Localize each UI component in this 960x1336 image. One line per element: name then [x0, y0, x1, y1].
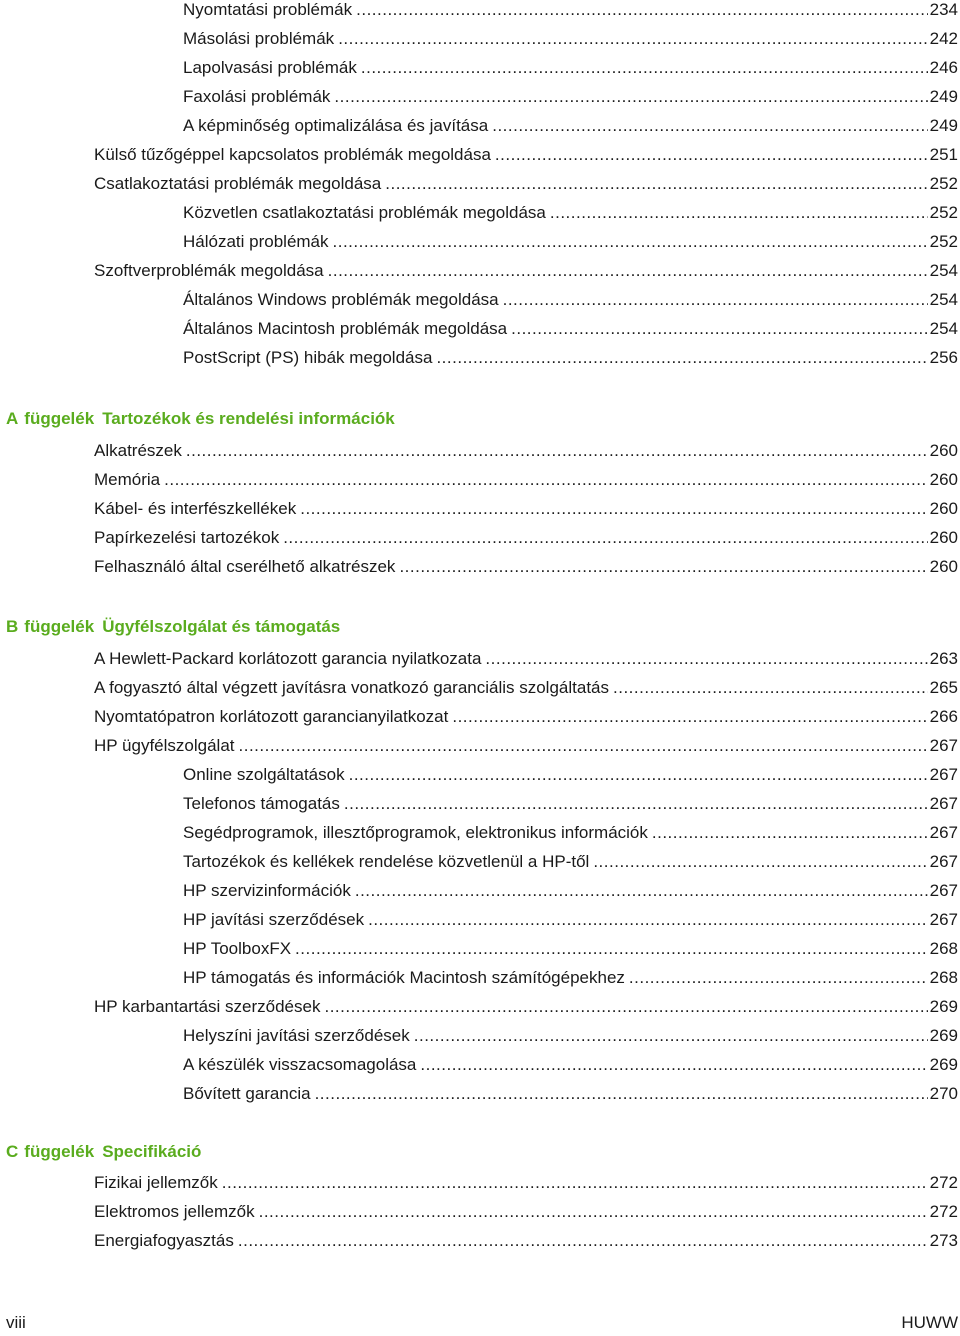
toc-entry[interactable]: [183, 316, 958, 342]
toc-entry-page: 272: [929, 1173, 958, 1192]
appendix-letter: A: [6, 409, 19, 428]
dot-leader: [333, 229, 928, 255]
toc-entry[interactable]: [183, 229, 958, 255]
dot-leader: [238, 1228, 928, 1254]
toc-entry[interactable]: [183, 345, 958, 371]
toc-entry[interactable]: [94, 258, 958, 284]
toc-entry-page: 269: [929, 1026, 958, 1045]
toc-entry-title: Általános Windows problémák megoldása: [183, 290, 499, 309]
toc-entry-title: Telefonos támogatás: [183, 794, 340, 813]
toc-entry-page: 254: [929, 319, 958, 338]
toc-entry-page: 260: [929, 557, 958, 576]
toc-entry[interactable]: [94, 1228, 958, 1254]
toc-entry-title: Kábel- és interfészkellékek: [94, 499, 297, 518]
toc-entry-title: Másolási problémák: [183, 29, 335, 48]
toc-entry-page: 260: [929, 441, 958, 460]
toc-entry[interactable]: [183, 762, 958, 788]
toc-entry-title: Faxolási problémák: [183, 87, 331, 106]
toc-entry-title: HP ügyfélszolgálat: [94, 736, 235, 755]
dot-leader: [295, 936, 928, 962]
toc-entry[interactable]: [183, 907, 958, 933]
toc-entry-title: Bővített garancia: [183, 1084, 311, 1103]
dot-leader: [436, 345, 927, 371]
toc-entry[interactable]: [94, 496, 958, 522]
toc-entry-page: 251: [929, 145, 958, 164]
dot-leader: [629, 965, 928, 991]
toc-entry[interactable]: [94, 675, 958, 701]
toc-entry[interactable]: [94, 554, 958, 580]
toc-entry[interactable]: [183, 0, 958, 23]
toc-entry-title: Nyomtatópatron korlátozott garancianyilatkozat: [94, 707, 449, 726]
dot-leader: [222, 1170, 928, 1196]
dot-leader: [315, 1081, 928, 1107]
toc-entry-page: 252: [929, 232, 958, 251]
dot-leader: [452, 704, 927, 730]
dot-leader: [283, 525, 927, 551]
appendix-a-heading[interactable]: [6, 406, 395, 432]
dot-leader: [186, 438, 928, 464]
appendix-name: Tartozékok és rendelési információk: [102, 409, 395, 428]
dot-leader: [511, 316, 928, 342]
document-code: HUWW: [901, 1313, 958, 1332]
toc-entry[interactable]: [94, 646, 958, 672]
appendix-letter: B: [6, 617, 19, 636]
dot-leader: [593, 849, 927, 875]
toc-entry-title: HP karbantartási szerződések: [94, 997, 321, 1016]
toc-entry[interactable]: [183, 936, 958, 962]
toc-entry[interactable]: [183, 791, 958, 817]
toc-entry-title: Elektromos jellemzők: [94, 1202, 255, 1221]
toc-entry-title: Hálózati problémák: [183, 232, 329, 251]
toc-entry[interactable]: [94, 994, 958, 1020]
toc-entry-title: Nyomtatási problémák: [183, 0, 353, 19]
toc-entry-page: 260: [929, 470, 958, 489]
toc-entry-page: 242: [929, 29, 958, 48]
dot-leader: [349, 762, 928, 788]
dot-leader: [356, 0, 928, 23]
appendix-name: Ügyfélszolgálat és támogatás: [102, 617, 341, 636]
dot-leader: [361, 55, 928, 81]
toc-entry[interactable]: [94, 704, 958, 730]
toc-entry-page: 267: [929, 736, 958, 755]
appendix-c-heading[interactable]: [6, 1139, 201, 1165]
appendix-word: függelék: [24, 1142, 95, 1161]
toc-entry[interactable]: [183, 878, 958, 904]
toc-entry-page: 249: [929, 116, 958, 135]
dot-leader: [328, 258, 928, 284]
toc-entry-page: 268: [929, 968, 958, 987]
toc-entry-page: 267: [929, 765, 958, 784]
dot-leader: [613, 675, 928, 701]
dot-leader: [652, 820, 928, 846]
toc-entry-page: 267: [929, 881, 958, 900]
toc-entry-page: 272: [929, 1202, 958, 1221]
dot-leader: [420, 1052, 927, 1078]
toc-entry-title: A készülék visszacsomagolása: [183, 1055, 417, 1074]
toc-entry-page: 260: [929, 499, 958, 518]
toc-entry[interactable]: [183, 1081, 958, 1107]
dot-leader: [550, 200, 928, 226]
toc-entry[interactable]: [183, 1023, 958, 1049]
toc-entry-page: 256: [929, 348, 958, 367]
toc-entry-title: Csatlakoztatási problémák megoldása: [94, 174, 382, 193]
toc-entry-title: A Hewlett-Packard korlátozott garancia nyilatkozata: [94, 649, 482, 668]
toc-entry-title: HP ToolboxFX: [183, 939, 292, 958]
dot-leader: [385, 171, 927, 197]
toc-entry-title: Online szolgáltatások: [183, 765, 345, 784]
toc-entry-page: 234: [929, 0, 958, 19]
toc-entry-page: 260: [929, 528, 958, 547]
dot-leader: [338, 26, 927, 52]
toc-entry[interactable]: [94, 438, 958, 464]
toc-entry-page: 249: [929, 87, 958, 106]
toc-entry-page: 273: [929, 1231, 958, 1250]
toc-entry-page: 269: [929, 1055, 958, 1074]
dot-leader: [300, 496, 927, 522]
toc-entry-title: Segédprogramok, illesztőprogramok, elektronikus információk: [183, 823, 648, 842]
dot-leader: [399, 554, 927, 580]
toc-entry-page: 246: [929, 58, 958, 77]
appendix-name: Specifikáció: [102, 1142, 202, 1161]
appendix-word: függelék: [24, 617, 95, 636]
toc-entry-title: HP támogatás és információk Macintosh számítógépekhez: [183, 968, 625, 987]
page-number: viii: [6, 1313, 26, 1332]
toc-entry-title: HP javítási szerződések: [183, 910, 365, 929]
toc-entry-page: 267: [929, 852, 958, 871]
dot-leader: [485, 646, 927, 672]
toc-entry-page: 268: [929, 939, 958, 958]
toc-entry[interactable]: [183, 55, 958, 81]
toc-entry[interactable]: [183, 84, 958, 110]
toc-entry-page: 270: [929, 1084, 958, 1103]
toc-entry[interactable]: [183, 849, 958, 875]
toc-entry-title: Külső tűzőgéppel kapcsolatos problémák megoldása: [94, 145, 491, 164]
dot-leader: [355, 878, 928, 904]
toc-entry-page: 254: [929, 290, 958, 309]
toc-entry[interactable]: [94, 1199, 958, 1225]
dot-leader: [164, 467, 928, 493]
toc-entry-title: Szoftverproblémák megoldása: [94, 261, 324, 280]
toc-entry-title: Lapolvasási problémák: [183, 58, 357, 77]
toc-entry-title: Alkatrészek: [94, 441, 182, 460]
toc-entry-page: 254: [929, 261, 958, 280]
toc-entry-title: Fizikai jellemzők: [94, 1173, 218, 1192]
toc-entry[interactable]: [94, 467, 958, 493]
toc-entry[interactable]: [183, 820, 958, 846]
toc-entry-page: 266: [929, 707, 958, 726]
toc-entry[interactable]: [94, 142, 958, 168]
toc-entry-title: A fogyasztó által végzett javításra vonatkozó garanciális szolgáltatás: [94, 678, 610, 697]
dot-leader: [334, 84, 927, 110]
toc-entry-page: 267: [929, 794, 958, 813]
toc-entry-title: Tartozékok és kellékek rendelése közvetlenül a HP-től: [183, 852, 590, 871]
toc-entry[interactable]: [94, 1170, 958, 1196]
toc-entry-title: PostScript (PS) hibák megoldása: [183, 348, 433, 367]
toc-entry-title: Közvetlen csatlakoztatási problémák megoldása: [183, 203, 546, 222]
dot-leader: [259, 1199, 928, 1225]
toc-entry-title: A képminőség optimalizálása és javítása: [183, 116, 489, 135]
dot-leader: [495, 142, 928, 168]
toc-entry-title: Energiafogyasztás: [94, 1231, 234, 1250]
dot-leader: [324, 994, 927, 1020]
appendix-b-heading[interactable]: [6, 614, 340, 640]
toc-entry-page: 269: [929, 997, 958, 1016]
appendix-letter: C: [6, 1142, 19, 1161]
toc-entry-page: 265: [929, 678, 958, 697]
dot-leader: [368, 907, 928, 933]
dot-leader: [492, 113, 927, 139]
toc-entry-title: Papírkezelési tartozékok: [94, 528, 280, 547]
appendix-word: függelék: [24, 409, 95, 428]
toc-entry-title: Általános Macintosh problémák megoldása: [183, 319, 508, 338]
dot-leader: [503, 287, 928, 313]
toc-entry-page: 267: [929, 910, 958, 929]
toc-entry[interactable]: [94, 525, 958, 551]
toc-entry[interactable]: [183, 200, 958, 226]
toc-entry-title: HP szervizinformációk: [183, 881, 351, 900]
toc-entry-page: 263: [929, 649, 958, 668]
dot-leader: [344, 791, 928, 817]
toc-entry[interactable]: [94, 733, 958, 759]
toc-entry-page: 252: [929, 203, 958, 222]
toc-entry-page: 267: [929, 823, 958, 842]
toc-entry[interactable]: [183, 113, 958, 139]
dot-leader: [414, 1023, 928, 1049]
toc-entry-title: Felhasználó által cserélhető alkatrészek: [94, 557, 396, 576]
toc-entry-page: 252: [929, 174, 958, 193]
toc-entry[interactable]: [94, 171, 958, 197]
toc-entry-title: Memória: [94, 470, 161, 489]
dot-leader: [239, 733, 928, 759]
toc-entry[interactable]: [183, 26, 958, 52]
toc-entry-title: Helyszíni javítási szerződések: [183, 1026, 410, 1045]
toc-entry[interactable]: [183, 1052, 958, 1078]
toc-entry[interactable]: [183, 287, 958, 313]
toc-entry[interactable]: [183, 965, 958, 991]
